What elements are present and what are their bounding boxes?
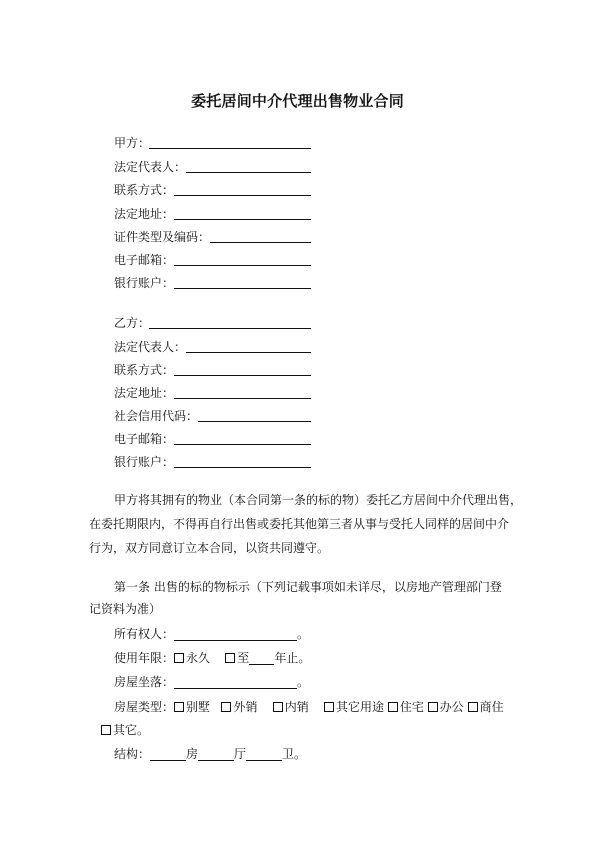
party-b-bank-blank[interactable] xyxy=(174,455,311,468)
party-b-label: 乙方： xyxy=(114,316,151,330)
party-b-legal-rep-row xyxy=(114,340,186,354)
party-a-email-label: 电子邮箱： xyxy=(114,253,175,267)
party-b-address-row xyxy=(114,386,174,400)
party-b-contact-label: 联系方式： xyxy=(114,363,175,377)
party-a-email-blank[interactable] xyxy=(174,253,311,266)
type-villa-checkbox[interactable] xyxy=(174,702,184,712)
party-b-bank-label: 银行账户： xyxy=(114,455,175,469)
party-b-contact-blank[interactable] xyxy=(174,363,311,376)
type-other-checkbox[interactable] xyxy=(101,725,111,735)
party-a-address-row xyxy=(114,207,174,221)
party-b-credit-code-blank[interactable] xyxy=(198,409,311,422)
owner-end: 。 xyxy=(297,627,310,641)
party-b-legal-rep-label: 法定代表人： xyxy=(114,340,187,354)
party-b-label-row xyxy=(114,316,150,330)
party-a-label-row xyxy=(114,136,150,150)
structure-room-label: 房 xyxy=(186,747,199,761)
owner-label: 所有权人： xyxy=(114,627,175,641)
type-other-use-label: 其它用途 xyxy=(336,700,385,714)
type-residence-checkbox[interactable] xyxy=(388,702,398,712)
structure-bath-label: 卫。 xyxy=(282,747,307,761)
intro-line-2: 在委托期限内，不得再自行出售或委托其他第三者从事与受托人同样的居间中介 xyxy=(89,517,510,531)
party-a-id-label: 证件类型及编码： xyxy=(114,230,211,244)
party-a-legal-rep-label: 法定代表人： xyxy=(114,160,187,174)
intro-line-1: 甲方将其拥有的物业（本合同第一条的标的物）委托乙方居间中介代理出售， xyxy=(114,493,523,507)
type-domestic-label: 内销 xyxy=(284,700,309,714)
party-a-contact-blank[interactable] xyxy=(174,183,311,196)
party-a-contact-row xyxy=(114,183,174,197)
article-1-heading: 第一条 出售的标的物标示（下列记载事项如未详尽，以房地产管理部门登 xyxy=(114,580,502,594)
type-export-label: 外销 xyxy=(233,700,258,714)
type-commercial-residential-label: 商住 xyxy=(479,700,504,714)
property-type-row-cont xyxy=(101,723,149,737)
party-a-bank-label: 银行账户： xyxy=(114,276,175,290)
party-b-address-label: 法定地址： xyxy=(114,386,175,400)
owner-row xyxy=(114,627,309,641)
party-a-bank-blank[interactable] xyxy=(174,276,311,289)
type-export-checkbox[interactable] xyxy=(221,702,231,712)
party-b-contact-row xyxy=(114,363,174,377)
location-blank[interactable] xyxy=(174,676,297,689)
structure-hall-label: 厅 xyxy=(234,747,247,761)
owner-blank[interactable] xyxy=(174,628,297,641)
location-label: 房屋坐落： xyxy=(114,675,175,689)
property-type-label: 房屋类型： xyxy=(114,700,175,714)
party-a-label: 甲方： xyxy=(114,136,151,150)
party-b-address-blank[interactable] xyxy=(174,386,311,399)
party-b-email-blank[interactable] xyxy=(174,432,311,445)
party-b-credit-code-label: 社会信用代码： xyxy=(114,409,199,423)
term-label: 使用年限： xyxy=(114,651,175,665)
type-villa-label: 别墅 xyxy=(186,700,211,714)
party-a-address-label: 法定地址： xyxy=(114,207,175,221)
location-end: 。 xyxy=(297,675,310,689)
party-a-bank-row xyxy=(114,276,174,290)
type-office-checkbox[interactable] xyxy=(428,702,438,712)
property-type-row xyxy=(114,700,504,714)
party-a-legal-rep-blank[interactable] xyxy=(186,160,311,173)
party-a-id-row xyxy=(114,230,210,244)
party-b-legal-rep-blank[interactable] xyxy=(186,340,311,353)
term-row xyxy=(114,651,310,665)
location-row xyxy=(114,675,309,689)
party-b-email-label: 电子邮箱： xyxy=(114,432,175,446)
structure-bath-blank[interactable] xyxy=(246,748,282,761)
party-b-email-row xyxy=(114,432,174,446)
structure-hall-blank[interactable] xyxy=(198,748,234,761)
intro-line-3: 行为，双方同意订立本合同，以资共同遵守。 xyxy=(89,541,330,555)
party-a-address-blank[interactable] xyxy=(174,207,311,220)
document-title: 委托居间中介代理出售物业合同 xyxy=(191,92,404,110)
party-a-contact-label: 联系方式： xyxy=(114,183,175,197)
term-year-blank[interactable] xyxy=(249,652,274,665)
term-until-label: 至 xyxy=(237,651,250,665)
structure-row xyxy=(114,747,306,761)
type-office-label: 办公 xyxy=(439,700,464,714)
party-b-bank-row xyxy=(114,455,174,469)
party-a-blank[interactable] xyxy=(149,136,311,149)
party-b-credit-code-row xyxy=(114,409,198,423)
term-permanent-label: 永久 xyxy=(186,651,211,665)
term-end: 年止。 xyxy=(274,651,311,665)
type-domestic-checkbox[interactable] xyxy=(273,702,283,712)
party-a-id-blank[interactable] xyxy=(210,230,311,243)
type-commercial-residential-checkbox[interactable] xyxy=(468,702,478,712)
structure-room-blank[interactable] xyxy=(150,748,186,761)
article-1-heading-cont: 记资料为准） xyxy=(89,602,162,616)
type-residence-label: 住宅 xyxy=(399,700,424,714)
party-a-email-row xyxy=(114,253,174,267)
type-other-label: 其它。 xyxy=(113,723,150,737)
party-a-legal-rep-row xyxy=(114,160,186,174)
structure-label: 结构： xyxy=(114,747,151,761)
type-other-use-checkbox[interactable] xyxy=(324,702,334,712)
term-permanent-checkbox[interactable] xyxy=(174,653,184,663)
term-until-checkbox[interactable] xyxy=(225,653,235,663)
party-b-blank[interactable] xyxy=(149,316,311,329)
